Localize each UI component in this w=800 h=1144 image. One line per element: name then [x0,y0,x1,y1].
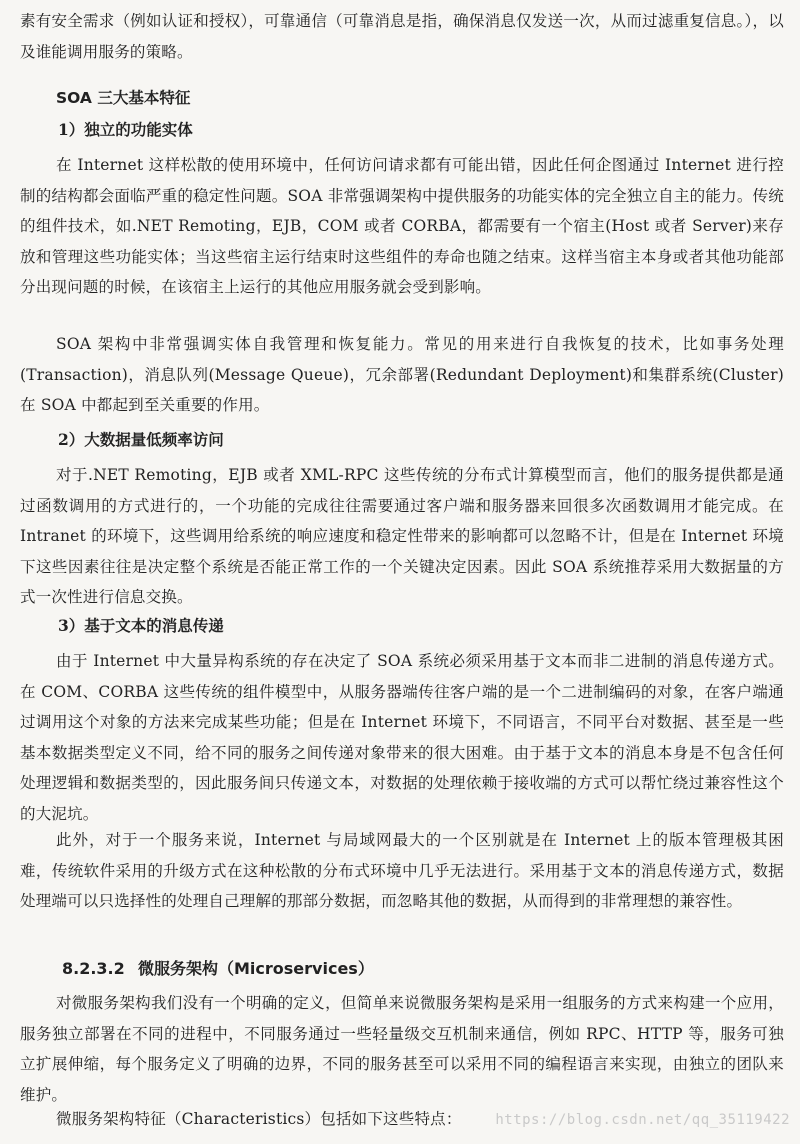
paragraph-microservices-definition: 对微服务架构我们没有一个明确的定义，但简单来说微服务架构是采用一组服务的方式来构建一个应用，服务独立部署在不同的进程中，不同服务通过一些轻量级交互机制来通信，例如 RPC、HTTP 等，服务可独立扩展伸缩，每个服务定义了明确的边界，不同的服务甚至可以采用不同的编程语言来实现，由独立的团队来维护。 [20,994,784,1104]
paragraph-characteristics: 微服务架构特征（Characteristics）包括如下这些特点： [56,1110,462,1128]
item-independent-entity: 1）独立的功能实体 [58,120,193,139]
item-large-data-low-frequency: 2）大数据量低频率访问 [58,430,224,449]
item-text-messaging: 3）基于文本的消息传递 [58,616,224,635]
watermark-url: https://blog.csdn.net/qq_35119422 [495,1112,790,1128]
paragraph-self-recovery: SOA 架构中非常强调实体自我管理和恢复能力。常见的用来进行自我恢复的技术，比如事务处理(Transaction)，消息队列(Message Queue)，冗余部署(Redundant Deployment)和集群系统(Cluster)在 SOA 中都起到至关重要的作用。 [20,335,784,414]
paragraph-security-needs: 素有安全需求（例如认证和授权），可靠通信（可靠消息是指，确保消息仅发送一次，从而过滤重复信息。），以及谁能调用服务的策略。 [20,12,784,61]
paragraph-text-messaging: 由于 Internet 中大量异构系统的存在决定了 SOA 系统必须采用基于文本而非二进制的消息传递方式。在 COM、CORBA 这些传统的组件模型中，从服务器端传往客户端的是一个二进制编码的对象，在客户端通过调用这个对象的方法来完成某些功能；但是在 Internet 环境下，不同语言，不同平台对数据、甚至是一些基本数据类型定义不同，给不同的服务之间传递对象带来的很大困难。由于基于文本的消息本身是不包含任何处理逻辑和数据类型的，因此服务间只传递文本，对数据的处理依赖于接收端的方式可以帮忙绕过兼容性这个的大泥坑。 [20,652,784,823]
paragraph-large-data: 对于.NET Remoting，EJB 或者 XML-RPC 这些传统的分布式计算模型而言，他们的服务提供都是通过函数调用的方式进行的，一个功能的完成往往需要通过客户端和服务器来回很多次函数调用才能完成。在 Intranet 的环境下，这些调用给系统的响应速度和稳定性带来的影响都可以忽略不计，但是在 Internet 环境下这些因素往往是决定整个系统是否能正常工作的一个关键决定因素。因此 SOA 系统推荐采用大数据量的方式一次性进行信息交换。 [20,466,784,606]
paragraph-independent-entity: 在 Internet 这样松散的使用环境中，任何访问请求都有可能出错，因此任何企图通过 Internet 进行控制的结构都会面临严重的稳定性问题。SOA 非常强调架构中提供服务的功能实体的完全独立自主的能力。传统的组件技术，如.NET Remoting，EJB，COM 或者 CORBA，都需要有一个宿主(Host 或者 Server)来存放和管理这些功能实体；当这些宿主运行结束时这些组件的寿命也随之结束。这样当宿主本身或者其他功能部分出现问题的时候，在该宿主上运行的其他应用服务就会受到影响。 [20,156,784,296]
microservices-section-heading [62,956,374,982]
section-title: 微服务架构（Microservices） [138,959,374,978]
soa-features-heading: SOA 三大基本特征 [56,89,191,107]
section-number: 8.2.3.2 [62,959,125,978]
paragraph-version-management: 此外，对于一个服务来说，Internet 与局域网最大的一个区别就是在 Internet 上的版本管理极其困难，传统软件采用的升级方式在这种松散的分布式环境中几乎无法进行。采用基于文本的消息传递方式，数据处理端可以只选择性的处理自己理解的那部分数据，而忽略其他的数据，从而得到的非常理想的兼容性。 [20,831,784,910]
